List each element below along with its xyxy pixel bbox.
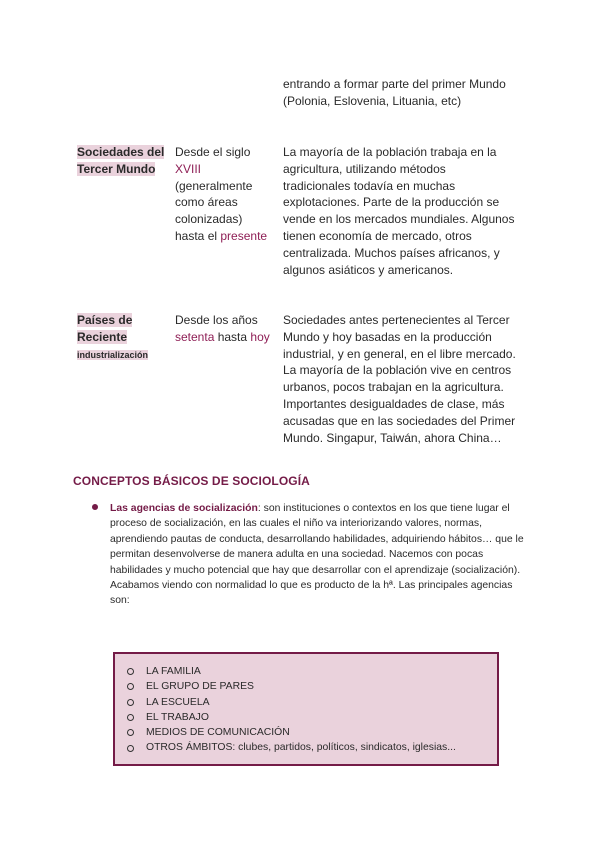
list-item	[127, 740, 497, 755]
text-line: Mundo y hoy basadas en la producción	[283, 329, 492, 344]
text-line: centralizada. Muchos países africanos, y	[283, 245, 500, 260]
text-line: como áreas	[175, 195, 238, 210]
society-name-line: Tercer Mundo	[77, 161, 156, 176]
list-item-label: OTROS ÁMBITOS: clubes, partidos, políticos, sindicatos, iglesias...	[146, 742, 456, 754]
text-line: tradicionales todavía en muchas	[283, 178, 456, 193]
hollow-circle-icon	[127, 714, 134, 721]
list-item-label: EL TRABAJO	[146, 711, 209, 723]
agencies-paragraph	[110, 501, 530, 609]
hollow-circle-icon	[127, 668, 134, 675]
society-name-line: Sociedades del	[77, 145, 165, 159]
society-name-line: industrialización	[77, 349, 149, 360]
list-item-label: MEDIOS DE COMUNICACIÓN	[146, 727, 290, 739]
text-line: Importantes desigualdades de clase, más	[283, 396, 505, 411]
society-name-line: Reciente	[77, 329, 128, 344]
list-item	[127, 679, 497, 694]
term-bold: Las agencias de socialización	[110, 503, 258, 514]
row2-society-name	[77, 312, 169, 362]
society-name-line: Países de	[77, 313, 133, 327]
text-line: entrando a formar parte del primer Mundo	[283, 77, 506, 91]
row2-description	[283, 312, 528, 446]
text-span: setenta	[175, 329, 215, 344]
agencies-box	[113, 652, 499, 766]
text-line: industrial, y en general, en el libre mercado.	[283, 346, 516, 361]
text-line: algunos asiáticos y americanos.	[283, 262, 454, 277]
agencies-list	[115, 654, 497, 756]
hollow-circle-icon	[127, 729, 134, 736]
text-line: La mayoría de la población trabaja en la	[283, 145, 497, 159]
text-line: XVIII	[175, 161, 202, 176]
text-line: acusadas que en las sociedades del Primer	[283, 413, 516, 428]
list-item	[127, 695, 497, 710]
hollow-circle-icon	[127, 699, 134, 706]
text-line: (generalmente	[175, 178, 253, 193]
text-line: explotaciones. Parte de la producción se	[283, 195, 500, 210]
section-heading: CONCEPTOS BÁSICOS DE SOCIOLOGÍA	[73, 474, 310, 488]
list-item	[127, 664, 497, 679]
text-line	[175, 329, 275, 346]
hollow-circle-icon	[127, 683, 134, 690]
row2-period	[175, 312, 275, 346]
row1-society-name	[77, 144, 169, 178]
row1-description	[283, 144, 528, 278]
text-line: agricultura, utilizando métodos	[283, 161, 446, 176]
text-span: hasta el	[175, 228, 221, 243]
text-line: Desde los años	[175, 313, 258, 327]
row1-period	[175, 144, 275, 245]
text-line	[175, 228, 275, 245]
text-span: hoy	[250, 329, 270, 344]
list-item	[127, 710, 497, 725]
text-line: (Polonia, Eslovenia, Lituania, etc)	[283, 93, 462, 108]
text-line: Mundo. Singapur, Taiwán, ahora China…	[283, 430, 502, 445]
text-span: hasta	[214, 329, 251, 344]
text-line: Sociedades antes pertenecientes al Tercer	[283, 313, 510, 327]
bullet-icon	[92, 504, 98, 510]
text-line: urbanos, pocos trabajan en la agricultura.	[283, 380, 504, 395]
list-item-label: LA FAMILIA	[146, 666, 201, 677]
text-line: Desde el siglo	[175, 145, 251, 159]
text-line: tienen economía de mercado, otros	[283, 228, 472, 243]
text-line: vende en los mercados mundiales. Algunos	[283, 212, 515, 227]
list-item	[127, 725, 497, 740]
text-line: colonizadas)	[175, 212, 243, 227]
text-span: presente	[220, 228, 268, 243]
row0-description	[283, 76, 528, 110]
list-item-label: LA ESCUELA	[146, 696, 210, 708]
hollow-circle-icon	[127, 745, 134, 752]
list-item-label: EL GRUPO DE PARES	[146, 681, 254, 693]
text-line: La mayoría de la población vive en centros	[283, 363, 512, 378]
term-definition: : son instituciones o contextos en los que tiene lugar el proceso de socialización, en las cuales el niño va interiorizando valores, normas, aprendiendo pautas de conducta, desarrollando habilidades, adquiriendo hábitos… que le permitan desenvolverse de manera adulta en una sociedad. Nacemos con pocas habilidades y mucho potencial que hay que desarrollar con el aprendizaje (socialización). Acabamos viendo con normalidad lo que es producto de la hª. Las principales agencias son:	[110, 503, 524, 607]
